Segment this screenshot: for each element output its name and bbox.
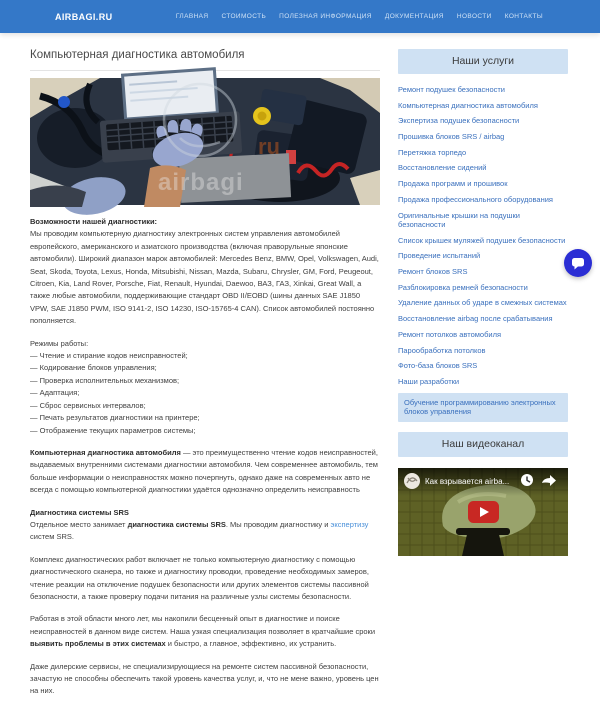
sidebar-link-active[interactable]: Обучение программированию электронных блоков управления <box>398 393 568 422</box>
chat-widget-button[interactable] <box>564 249 592 277</box>
content-area <box>0 33 600 708</box>
inline-link[interactable]: экспертизу <box>330 519 369 529</box>
bold-text: выявить проблемы в этих системах <box>30 639 166 649</box>
sidebar-link[interactable]: Ремонт подушек безопасности <box>398 85 505 94</box>
youtube-embed[interactable] <box>398 468 568 556</box>
text-run: Отдельное место занимает <box>30 519 128 529</box>
text-run: . Мы проводим диагностику и <box>225 519 331 529</box>
text-run: систем SRS. <box>30 532 74 542</box>
site-logo[interactable]: AIRBAGI.RU <box>55 11 113 22</box>
sidebar-link[interactable]: Экспертиза подушек безопасности <box>398 116 520 126</box>
paragraph-dealers: Даже дилерские сервисы, не специализирующиеся на ремонте систем пассивной безопасности, зачастую не способны обеспечить такой уровень качества услуг, и, что не мене важно, уровень цен на них. <box>30 661 379 696</box>
main-nav <box>176 13 543 20</box>
mode-line: — Чтение и стирание кодов неисправностей; <box>30 351 188 361</box>
modes-heading: Режимы работы: <box>30 338 89 348</box>
text-run: и быстро, а главное, эффективно, их устранить. <box>165 639 337 649</box>
sidebar <box>398 49 568 708</box>
paragraph-car-makes: Мы проводим компьютерную диагностику электронных систем управления автомобилей европейского, американского и азиатского производства (включая праворульные японские автомобили). Широкий диапазон марок автомобилей: Mercedes Benz, BMW, Opel, Volkswagen, Audi, Seat, Skoda, Toyota, Lexus, Honda, Mitsubishi, Nissan, Mazda, Subaru, Chrysler, GM, Ford, Peugeout, Citroen, Kia, Land Rover, Porsche, Fiat, Renault, Hyundai, Daewoo, ВАЗ, ГАЗ, Xinkai, Great Wall, а также любые автомобили, поддерживающие стандарт OBD II/EOBD (шины данных SAE J1850 VPW, SAE J1850 PWM, ISO 9141-2, ISO 14230, ISO-15765-4 CAN). Список автомобилей постоянно пополняется. <box>30 229 379 326</box>
chat-bubble-icon <box>571 257 585 270</box>
sidebar-link[interactable]: Парообработка потолков <box>398 345 486 355</box>
paragraph-experience <box>30 613 380 650</box>
bold-text: диагностика системы SRS <box>127 519 226 529</box>
mode-line: — Проверка исполнительных механизмов; <box>30 375 180 385</box>
sidebar-link[interactable]: Удаление данных об ударе в смежных системах <box>398 298 567 308</box>
blue-connector <box>58 96 70 108</box>
sidebar-link[interactable]: Продажа профессионального оборудования <box>398 194 553 204</box>
article-column <box>30 49 380 708</box>
sidebar-link[interactable]: Восстановление airbag после срабатывания <box>398 314 553 324</box>
nav-item[interactable]: НОВОСТИ <box>456 13 492 20</box>
services-box-title: Наши услуги <box>398 49 568 74</box>
paragraph-diagnostics-definition <box>30 447 380 497</box>
mode-line: — Кодирование блоков управления; <box>30 363 157 373</box>
bold-text: Компьютерная диагностика автомобиля <box>30 447 181 457</box>
sidebar-link[interactable]: Продажа программ и прошивок <box>398 179 508 189</box>
site-header <box>0 0 600 33</box>
video-box-title: Наш видеоканал <box>398 432 568 457</box>
watch-later-icon[interactable] <box>521 474 533 486</box>
sidebar-link[interactable]: Компьютерная диагностика автомобиля <box>398 100 538 110</box>
sidebar-link[interactable]: Разблокировка ремней безопасности <box>398 282 528 292</box>
sidebar-link[interactable]: Список крышек муляжей подушек безопасности <box>398 235 566 245</box>
sidebar-link[interactable]: Проведение испытаний <box>398 251 481 261</box>
paragraph-work-complex: Комплекс диагностических работ включает не только компьютерную диагностику с помощью диагностического сканера, но также и диагностику проводки, проведение необходимых замеров, чтение реакции на отключение подушек безопасности или других элементов системы пассивной безопасности, а также проверку подачи питания на различные узлы системы безопасности. <box>30 554 369 601</box>
sidebar-link[interactable]: Наши разработки <box>398 376 460 386</box>
sidebar-link[interactable]: Восстановление сидений <box>398 163 487 173</box>
mode-line: — Печать результатов диагностики на принтере; <box>30 413 200 423</box>
mode-line: — Адаптация; <box>30 388 80 398</box>
nav-item[interactable]: ПОЛЕЗНАЯ ИНФОРМАЦИЯ <box>279 13 372 20</box>
nav-item[interactable]: КОНТАКТЫ <box>504 13 543 20</box>
watermark-ru: ru <box>258 134 280 159</box>
services-nav <box>398 85 568 386</box>
watermark-text: airbagi <box>158 169 244 196</box>
sidebar-link[interactable]: Оригинальные крышки на подушки безопасности <box>398 210 520 229</box>
srs-heading: Диагностика системы SRS <box>30 507 129 517</box>
possibilities-heading: Возможности нашей диагностики: <box>30 217 158 226</box>
modes-list <box>30 350 380 437</box>
video-title[interactable]: Как взрывается airba... <box>425 476 510 486</box>
text-run: Работая в этой области много лет, мы накопили бесценный опыт в диагностике и поиске неисправностей в данном виде систем. Наша узкая специализация позволяет в кратчайшие сроки <box>30 614 376 636</box>
nav-item[interactable]: ГЛАВНАЯ <box>175 13 209 20</box>
mode-line: — Сброс сервисных интервалов; <box>30 400 146 410</box>
sidebar-link[interactable]: Прошивка блоков SRS / airbag <box>398 132 505 142</box>
work-modes <box>30 338 380 437</box>
text-run: — это преимущественно чтение кодов неисправностей, выдаваемых внутренними системами диагностики автомобиля. Чем современнее автомобиль, тем больше информации о неисправностях можно почерпнуть, однако даже на современных авто не всегда с помощью компьютерной диагностики удаётся однозначно определить неисправность <box>30 447 378 495</box>
mode-line: — Отображение текущих параметров системы; <box>30 425 196 435</box>
paragraph-srs <box>30 519 380 544</box>
sidebar-link[interactable]: Перетяжка торпедо <box>398 147 467 157</box>
video-thumbnail <box>398 468 568 556</box>
nav-item[interactable]: СТОИМОСТЬ <box>221 13 267 20</box>
sidebar-link[interactable]: Фото-база блоков SRS <box>398 361 478 371</box>
sidebar-link[interactable]: Ремонт блоков SRS <box>398 267 468 277</box>
sidebar-link[interactable]: Ремонт потолков автомобиля <box>398 329 502 339</box>
engine-diagnostics-photo <box>30 78 380 205</box>
nav-item[interactable]: ДОКУМЕНТАЦИЯ <box>384 13 444 20</box>
article-photo <box>30 78 380 205</box>
play-button-icon[interactable] <box>468 501 499 523</box>
page-title: Компьютерная диагностика автомобиля <box>30 49 380 71</box>
